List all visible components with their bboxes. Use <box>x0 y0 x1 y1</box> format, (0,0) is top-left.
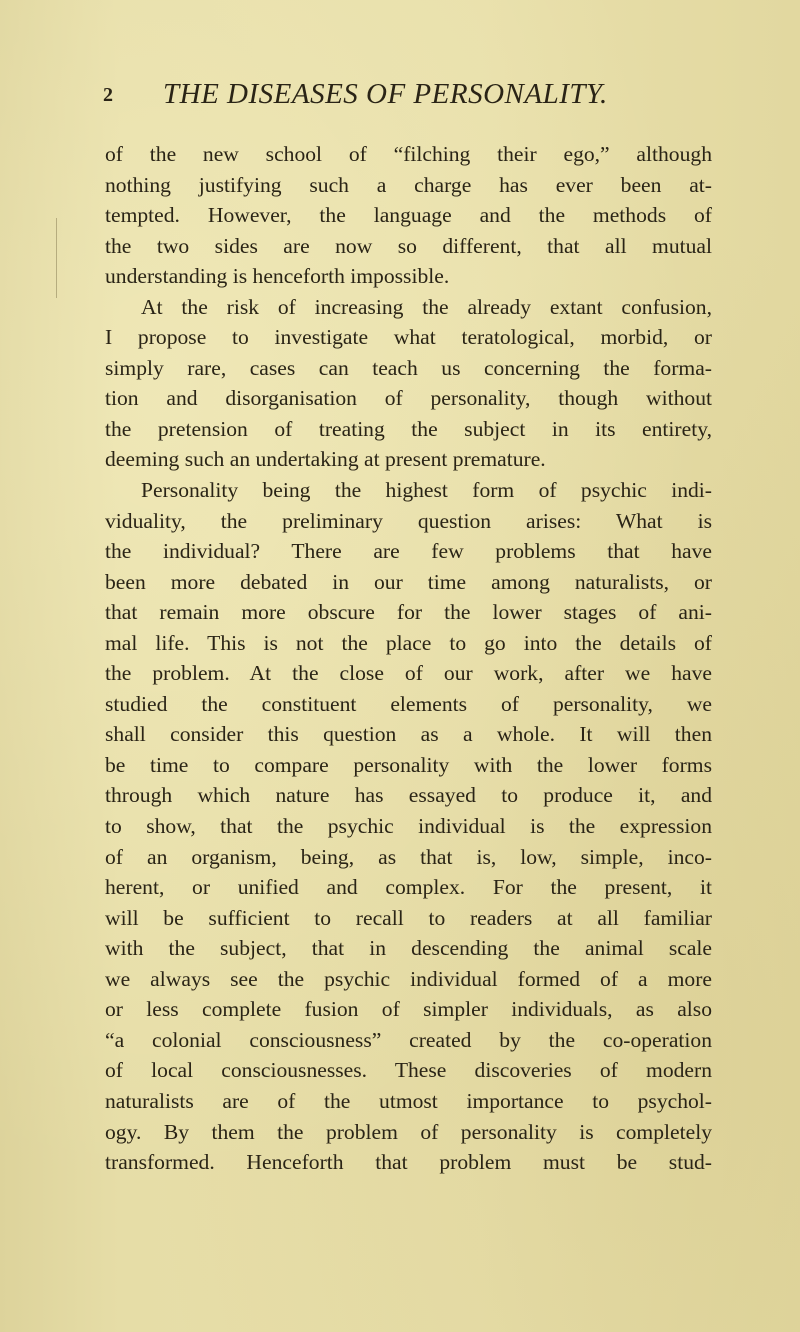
text-line: tion and disorganisation of personality, though without <box>105 386 712 411</box>
text-line: naturalists are of the utmost importance to psychol- <box>105 1088 712 1113</box>
text-line: ogy. By them the problem of personality is completely <box>105 1119 712 1144</box>
text-line: shall consider this question as a whole. It will then <box>105 722 712 747</box>
page-number: 2 <box>103 84 113 106</box>
text-line: studied the constituent elements of personality, we <box>105 691 712 716</box>
text-line: viduality, the preliminary question arises: What is <box>105 508 712 533</box>
paragraph-first-line: At the risk of increasing the already extant confusion, <box>141 294 712 319</box>
running-head <box>103 78 723 114</box>
text-line: the problem. At the close of our work, after we have <box>105 661 712 686</box>
text-line: to show, that the psychic individual is the expression <box>105 814 712 839</box>
text-line: I propose to investigate what teratological, morbid, or <box>105 325 712 350</box>
text-line: nothing justifying such a charge has ever been at- <box>105 172 712 197</box>
text-line: of the new school of “filching their ego,” although <box>105 142 712 166</box>
text-line: of local consciousnesses. These discoveries of modern <box>105 1058 712 1083</box>
text-line: understanding is henceforth impossible. <box>105 264 450 289</box>
text-line: mal life. This is not the place to go into the details of <box>105 630 712 655</box>
text-line: transformed. Henceforth that problem must be stud- <box>105 1150 712 1175</box>
text-line: will be sufficient to recall to readers at all familiar <box>105 905 712 930</box>
text-line: “a colonial consciousness” created by the co-operation <box>105 1027 712 1052</box>
text-line: the individual? There are few problems that have <box>105 539 712 564</box>
text-line: been more debated in our time among naturalists, or <box>105 569 712 594</box>
text-line: simply rare, cases can teach us concerning the forma- <box>105 355 712 380</box>
text-line: deeming such an undertaking at present premature. <box>105 447 546 472</box>
text-line: the two sides are now so different, that all mutual <box>105 233 712 258</box>
text-line: or less complete fusion of simpler individuals, as also <box>105 997 712 1022</box>
text-line: be time to compare personality with the lower forms <box>105 752 712 777</box>
text-line: through which nature has essayed to produce it, and <box>105 783 712 808</box>
text-line: the pretension of treating the subject in its entirety, <box>105 416 712 441</box>
text-line: that remain more obscure for the lower stages of ani- <box>105 600 712 625</box>
body-text <box>105 139 712 1178</box>
text-line: with the subject, that in descending the animal scale <box>105 936 712 961</box>
paragraph-first-line: Personality being the highest form of psychic indi- <box>141 478 712 503</box>
running-head-title: THE DISEASES OF PERSONALITY. <box>163 78 608 110</box>
text-line: we always see the psychic individual formed of a more <box>105 966 712 991</box>
text-line: tempted. However, the language and the methods of <box>105 203 712 228</box>
page-edge-mark <box>56 218 57 298</box>
text-line: herent, or unified and complex. For the present, it <box>105 875 712 900</box>
text-line: of an organism, being, as that is, low, simple, inco- <box>105 844 712 869</box>
